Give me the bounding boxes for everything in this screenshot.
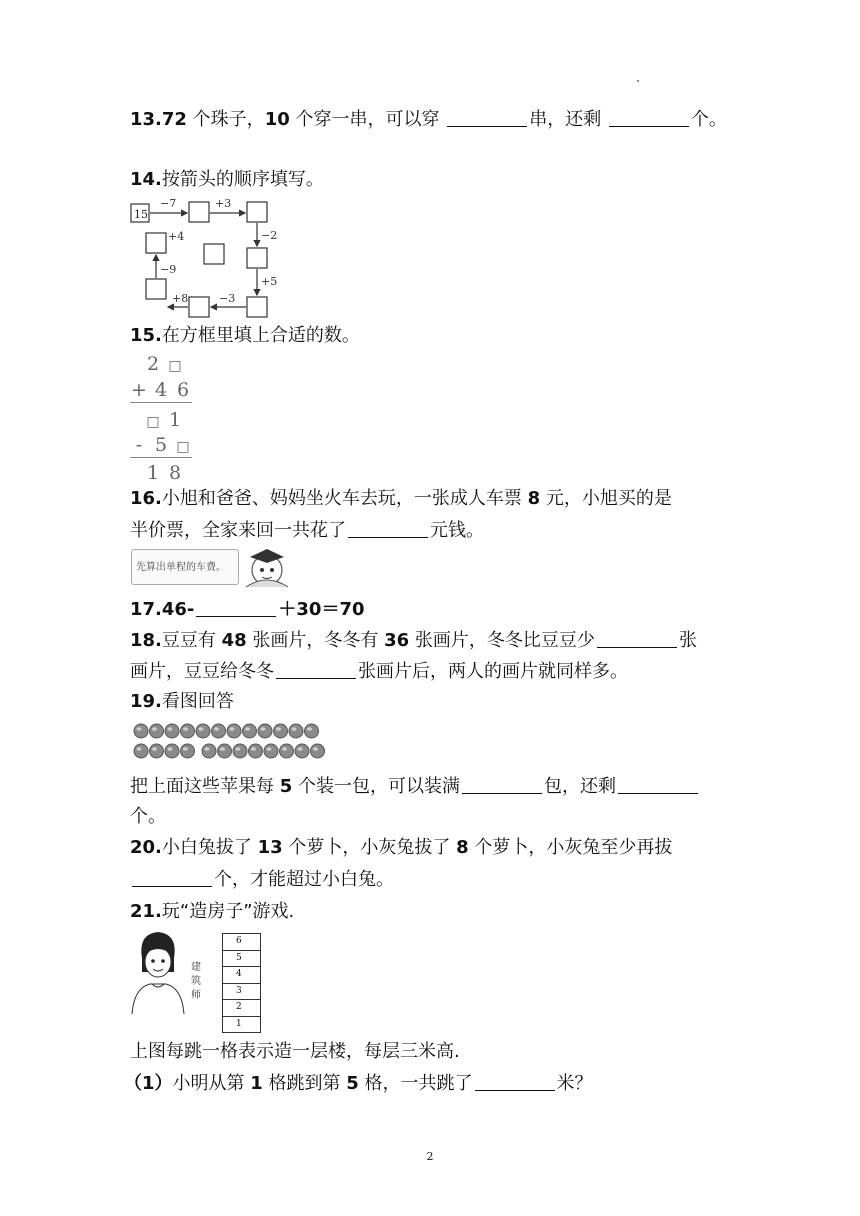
- question-19-line1: 把上面这些苹果每 5 个装一包，可以装满 包，还剩: [130, 777, 700, 796]
- apple-icon: [150, 744, 164, 758]
- vertical-subtraction: □ 1: [146, 409, 182, 431]
- divider: [130, 402, 192, 403]
- apple-icon: [181, 724, 195, 738]
- apple-icon: [165, 724, 179, 738]
- op-label: +8: [172, 292, 189, 305]
- floor-cell: 4: [223, 967, 260, 984]
- vertical-subtraction: - 5 □: [135, 434, 190, 456]
- floor-cell: 2: [223, 1000, 260, 1017]
- answer-blank[interactable]: [196, 600, 276, 617]
- question-16-line1: 16.小旭和爸爸、妈妈坐火车去玩，一张成人车票 8 元，小旭买的是: [130, 488, 672, 509]
- apple-icon: [274, 724, 288, 738]
- apple-icon: [218, 744, 232, 758]
- scan-dot: [637, 80, 639, 82]
- op-label: +4: [168, 230, 185, 243]
- answer-blank[interactable]: [348, 521, 428, 538]
- apple-icon: [202, 744, 216, 758]
- floor-cell: 6: [223, 934, 260, 951]
- apple-icon: [196, 724, 210, 738]
- apples-illustration: [132, 721, 332, 763]
- architect-label: 建 筑 师: [191, 962, 201, 1001]
- answer-blank[interactable]: [618, 777, 698, 794]
- start-number: 15: [134, 208, 148, 221]
- answer-blank[interactable]: [447, 110, 527, 127]
- op-label: −9: [160, 263, 177, 276]
- question-15-title: 15.在方框里填上合适的数。: [130, 325, 360, 346]
- op-label: +3: [215, 197, 232, 210]
- apple-icon: [212, 724, 226, 738]
- apple-icon: [311, 744, 325, 758]
- apple-icon: [165, 744, 179, 758]
- answer-blank[interactable]: [475, 1074, 555, 1091]
- divider: [130, 457, 192, 458]
- arrow-sequence-diagram: [128, 196, 278, 318]
- apple-icon: [233, 744, 247, 758]
- apple-icon: [134, 724, 148, 738]
- apple-icon: [295, 744, 309, 758]
- girl-architect-illustration: [128, 928, 194, 1016]
- question-21-sub1: （1）小明从第 1 格跳到第 5 格，一共跳了 米？: [124, 1073, 593, 1094]
- answer-blank[interactable]: [276, 662, 356, 679]
- floor-cell: 5: [223, 951, 260, 968]
- apple-icon: [181, 744, 195, 758]
- question-21-desc: 上图每跳一格表示造一层楼，每层三米高.: [130, 1041, 460, 1062]
- question-13: 13.72 个珠子，10 个穿一串，可以穿 串，还剩 个。: [130, 109, 727, 130]
- question-20-line2: 个，才能超过小白兔。: [130, 870, 394, 889]
- answer-blank[interactable]: [132, 870, 212, 887]
- question-14-title: 14.按箭头的顺序填写。: [130, 169, 324, 190]
- floor-grid: [222, 933, 261, 1033]
- vertical-result: 1 8: [146, 462, 182, 484]
- apple-icon: [227, 724, 241, 738]
- apple-icon: [305, 724, 319, 738]
- hint-bubble: 先算出单程的车费。: [131, 549, 239, 585]
- question-17: 17.46- ＋30＝70: [130, 599, 365, 620]
- apple-icon: [289, 724, 303, 738]
- floor-cell: 1: [236, 1018, 242, 1029]
- apple-icon: [280, 744, 294, 758]
- answer-blank[interactable]: [462, 777, 542, 794]
- question-19-line2: 个。: [130, 806, 166, 827]
- answer-blank[interactable]: [597, 631, 677, 648]
- question-20-line1: 20.小白兔拔了 13 个萝卜，小灰兔拔了 8 个萝卜，小灰兔至少再拔: [130, 837, 673, 858]
- page-number: 2: [426, 1150, 434, 1163]
- question-19-title: 19.看图回答: [130, 691, 234, 712]
- apple-icon: [258, 724, 272, 738]
- apple-icon: [243, 724, 257, 738]
- answer-blank[interactable]: [609, 110, 689, 127]
- question-21-title: 21.玩“造房子”游戏.: [130, 901, 295, 922]
- apple-icon: [249, 744, 263, 758]
- question-16-line2: 半价票，全家来回一共花了 元钱。: [130, 520, 484, 541]
- doctor-character-illustration: [240, 543, 292, 589]
- op-label: −2: [261, 229, 278, 242]
- apple-icon: [150, 724, 164, 738]
- vertical-addition: + 4 6: [131, 379, 190, 401]
- floor-cell: 3: [223, 984, 260, 1001]
- vertical-addition: 2 □: [146, 353, 182, 375]
- apple-icon: [134, 744, 148, 758]
- op-label: −7: [160, 197, 177, 210]
- question-18-line1: 18.豆豆有 48 张画片，冬冬有 36 张画片，冬冬比豆豆少 张: [130, 630, 697, 651]
- op-label: −3: [219, 292, 236, 305]
- op-label: +5: [261, 275, 278, 288]
- question-18-line2: 画片，豆豆给冬冬 张画片后，两人的画片就同样多。: [130, 661, 628, 682]
- apple-icon: [264, 744, 278, 758]
